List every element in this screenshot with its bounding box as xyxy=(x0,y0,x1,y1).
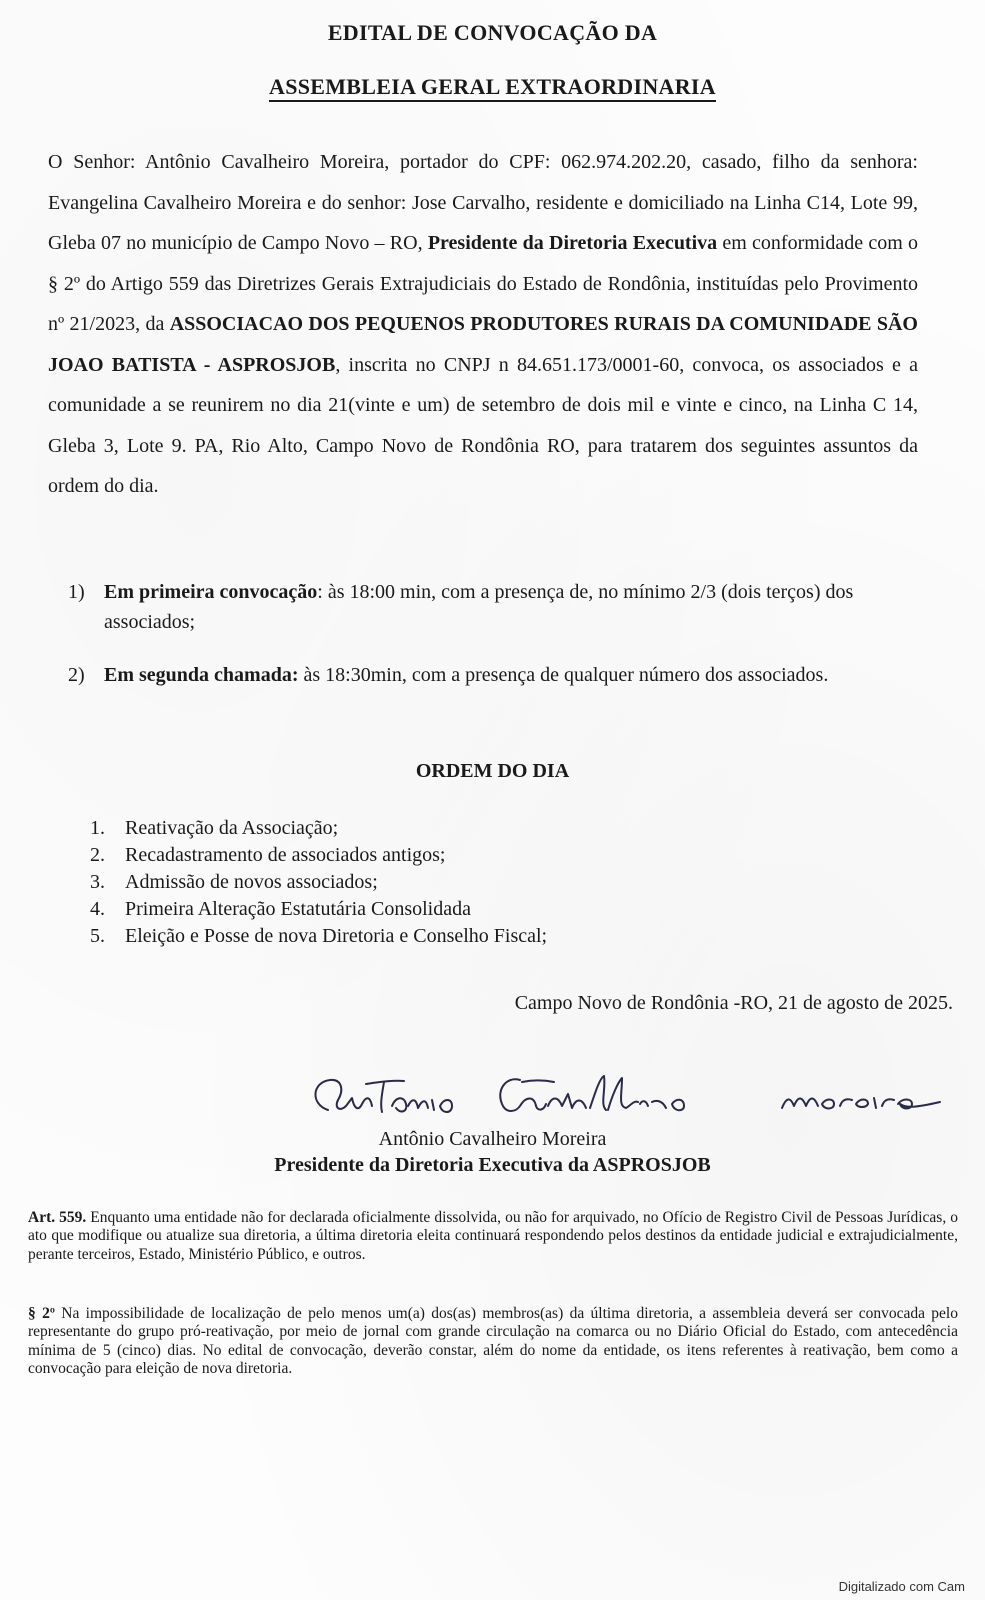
convocation-number: 2) xyxy=(68,664,85,686)
convocation-label: Em segunda chamada: xyxy=(104,664,299,686)
list-item-number: 5. xyxy=(90,925,105,947)
legal-paragraph-2 xyxy=(28,1305,958,1379)
list-item xyxy=(90,869,890,896)
title-line-2 xyxy=(0,74,985,100)
intro-text-1: O Senhor: Antônio Cavalheiro Moreira, portador do CPF: 062.974.202.20, casado, filho da senhora: Evangelina Cavalheiro Moreira e do senhor: Jose Carvalho, residente e domiciliado na Linha C14, Lote 99, Gleba 07 no município de Campo Novo – RO, xyxy=(48,151,918,254)
paragraph-label: § 2º xyxy=(28,1305,55,1322)
list-item-number: 3. xyxy=(90,871,105,893)
article-label: Art. 559. xyxy=(28,1209,87,1226)
list-item-text: Reativação da Associação; xyxy=(125,817,339,839)
list-item xyxy=(90,896,890,923)
list-item xyxy=(90,815,890,842)
list-item-text: Primeira Alteração Estatutária Consolidada xyxy=(125,898,471,920)
list-item-text: Recadastramento de associados antigos; xyxy=(125,844,446,866)
list-item-number: 4. xyxy=(90,898,105,920)
convocation-text: : às 18:00 min, com a presença de, no mínimo 2/3 (dois terços) dos associados; xyxy=(104,581,854,633)
list-item-number: 1. xyxy=(90,817,105,839)
list-item-number: 2. xyxy=(90,844,105,866)
list-item xyxy=(90,842,890,869)
intro-text-3: , inscrita no CNPJ n 84.651.173/0001-60, convoca, os associados e a comunidade a se reunirem no dia 21(vinte e um) de setembro de dois mil e vinte e cinco, na Linha C 14, Gleba 3, Lote 9. PA, Rio Alto, Campo Novo de Rondônia RO, para tratarem dos seguintes assuntos da ordem do dia. xyxy=(48,353,919,497)
article-text: Enquanto uma entidade não for declarada oficialmente dissolvida, ou não for arquivado, no Ofício de Registro Civil de Pessoas Jurídicas, o ato que modifique ou atualize sua diretoria, a última diretoria eleita continuará respondendo pelos destinos da entidade judicial e extrajudicialmente, perante terceiros, Estado, Ministério Público, e outros. xyxy=(28,1209,958,1263)
intro-bold-role: Presidente da Diretoria Executiva xyxy=(427,232,718,254)
signatory-name: Antônio Cavalheiro Moreira xyxy=(378,1128,607,1150)
list-item-text: Admissão de novos associados; xyxy=(125,871,378,893)
ordem-do-dia-list xyxy=(90,815,890,950)
signatory-role: Presidente da Diretoria Executiva da ASPROSJOB xyxy=(274,1154,711,1176)
intro-bold-entity: ASSOCIACAO DOS PEQUENOS PRODUTORES RURAIS DA COMUNIDADE SÃO JOAO BATISTA - ASPROSJOB xyxy=(48,313,918,376)
convocation-number: 1) xyxy=(68,581,85,603)
title-line-2-text: ASSEMBLEIA GERAL EXTRAORDINARIA xyxy=(269,74,716,102)
ordem-do-dia-heading: ORDEM DO DIA xyxy=(415,760,570,782)
scanner-watermark: Digitalizado com Cam xyxy=(838,1579,965,1594)
place-and-date: Campo Novo de Rondônia -RO, 21 de agosto de 2025. xyxy=(514,992,953,1014)
intro-text-2: em conformidade com o § 2º do Artigo 559 das Diretrizes Gerais Extrajudiciais do Estado de Rondônia, instituídas pelo Provimento nº 21/2023, da xyxy=(48,232,919,335)
list-item xyxy=(90,923,890,950)
intro-paragraph xyxy=(48,142,918,507)
list-item-text: Eleição e Posse de nova Diretoria e Conselho Fiscal; xyxy=(125,925,548,947)
handwritten-signature xyxy=(300,1060,970,1130)
legal-article-559 xyxy=(28,1209,958,1264)
convocation-label: Em primeira convocação xyxy=(104,581,318,603)
title-line-1: EDITAL DE CONVOCAÇÃO DA xyxy=(327,20,658,45)
convocation-item-1 xyxy=(68,577,928,637)
convocation-item-2 xyxy=(68,660,928,690)
paragraph-text: Na impossibilidade de localização de pelo menos um(a) dos(as) membros(as) da última diretoria, a assembleia deverá ser convocada pelo representante do grupo pró-reativação, por meio de jornal com grande circulação na comarca ou no Diário Oficial do Estado, com antecedência mínima de 5 (cinco) dias. No edital de convocação, deverão constar, além do nome da entidade, os itens referentes à reativação, bem como a convocação para eleição de nova diretoria. xyxy=(28,1305,958,1378)
convocation-text: às 18:30min, com a presença de qualquer número dos associados. xyxy=(298,664,829,686)
